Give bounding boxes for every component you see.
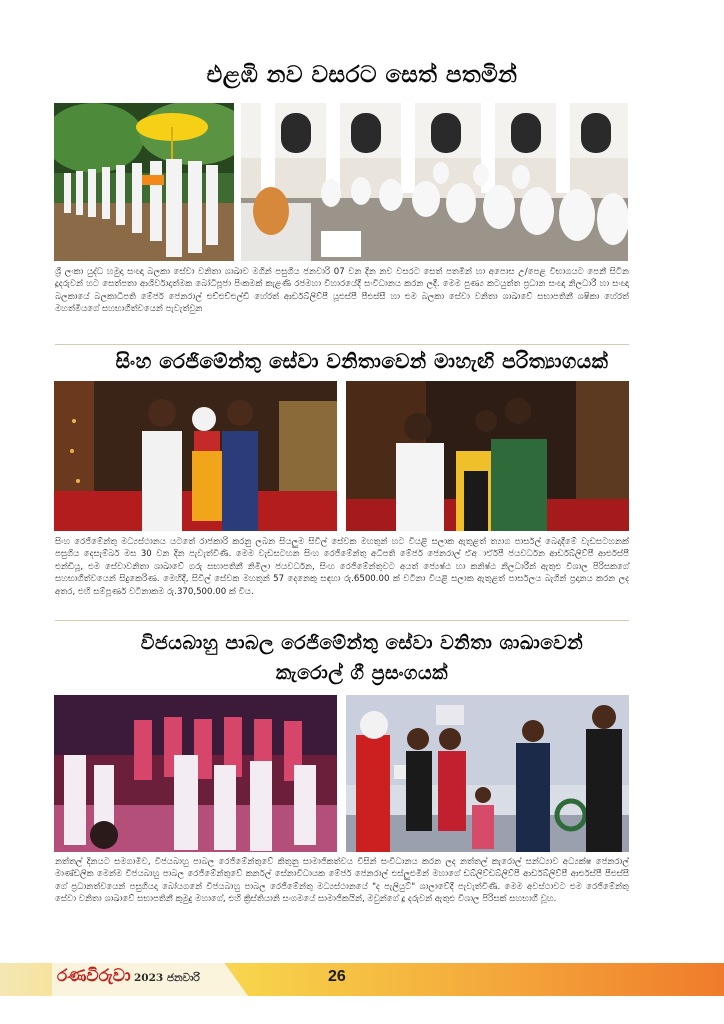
article-2-headline: සිංහ රෙජිමේන්තු සේවා වනිතාවෙන් මාහැඟි පරිත්‍යාගයක් (115, 349, 609, 373)
article-2-caption: සිංහ රෙජිමේන්තු මධ්‍යස්ථානය යටතේ රාජකාරි කරනු ලබන සියලුම සිවිල් සේවක මහතුන් හට වියළි සලාක ඇතුළත් ත්‍යාග පාර්සල් බෙදාදීමේ වැඩසටහනක් පසුගිය දෙසැම්බර් මස 30 වන දින පැවැත්විණි. මෙම වැඩසටහන සිංහ රෙජිමේන්තු අධිපති මේජර් ජෙනරාල් ඒඅාර්ඒපී ජයවර්ධන ආර්ඩබ්ලිව්පී ආර්එස්පී එන්ඩියූ, එම සේවාවනිතා ශාඛාවේ ගරු සභාපතිනී නිමිලා ජයවර්ධන, සිංහ රෙජිමේන්තුවට අයත් ජ්‍යෙෂ්ඨ හා කනිෂ්ඨ නිලධාරීන් ඇතුළු විශාල පිරිසකගේ සහභාගීත්වයෙන් සිදුකෙරිණ. මෙහිදී, සිවිල් සේවක මහතුන් 57 දෙනෙකු සඳහා රු.6500.00 ක් වටිනා වියළි සලාක ඇතුළත් පාර්සලය බැගින් ප්‍රදානය කරන ලද අතර, එහි සම්පූර්ණ වටිනාකම රු.370,500.00 ක් විය. (55, 537, 629, 597)
article-1-photo-umbrella-procession (54, 103, 234, 261)
article-3-photo-santa-award (346, 695, 629, 852)
section-divider (55, 344, 629, 345)
article-1-photo-bodhi-puja-hall (241, 103, 628, 261)
article-3-caption: නත්තල් දිනයට සමගාමීව, විජයබාහු පාබල රෙජිමේන්තුවේ කිතුනු සාමාජිකත්වය විසින් සංවිධානය කරන ලද නත්තල් කැරොල් සන්ධ්‍යාව අධ්‍යක්ෂ ජෙනරාල් මාණ්ඩලික මෙන්ම විජයබාහු පාබල රෙජිමේන්තුවේ කර්නල් සේනාවිධායක මේජර් ජෙනරාල් එස්ලුළුමින් මහාගේ ඩබ්ලිව්ඩබ්ලිව්පී ආර්ඩබ්ලිව්පී ආර්එස්පී පීඑස්සී ගේ ප්‍රධානත්වයෙන් පසුගියදා බෝයගනේ විජයබාහු පාබල රෙජිමේන්තු මධ්‍යස්ථානයේ "ද පැලියුට්" ශාලාවේදී පැවැත්විණි. මෙම අවස්ථාවට එම රෙජිමේන්තු සේවා වනිතා ශාඛාවේ සභාපතිනී කුමුදු මහාගේ, එහි ක්‍රිස්තියානි සංගමයේ සාමාජිකයින්, මවුන්ගේ දූ දරුවන් ඇතුළු විශාල පිරිසක් සහභාගී වූහ. (55, 857, 629, 905)
article-3-headline-line2: කැරොල් ගී ප්‍රසංගයක් (275, 662, 449, 684)
page-number: 26 (328, 968, 346, 985)
article-2-photo-gift-handover (54, 381, 337, 531)
magazine-brand: රණවිරුවා (57, 966, 131, 986)
article-1-headline: එළඹි නව වසරට සෙත් පතමින් (206, 62, 518, 88)
article-2-photo-parcel-presentation (346, 381, 629, 531)
article-1-caption: ශ්‍රී ලංකා යුද්ධ හමුදා සංඥා බලකා සේවා වනිතා ශාඛාව මගින් පසුගිය ජනවාරි 07 වන දින නව වසරට සෙත් පතමින් හා අපොස උ/පෙළ විභාගයට පෙනී සිටින දූදරුවන් හට සෙත්පතා ආශිර්වාදාත්මක බෝධිපූජා පිංකමක් කැළණි රජමහා විහාරයේදී සංවිධානය කරන ලදී. මෙම පුණ්‍ය කටයුත්ත ප්‍රධාන සංඥා නිලධාරී හා සංඥා බලකායේ බලකාධිපති මේජර් ජෙනරාල් එච්එච්එල්ඩී හේරත් ආර්ඩබ්ලිව්පී යූඑස්පී පීඑස්සී හා එම බලකා සේවා වනිතා ශාඛාවේ සභාපතිනී ශෂිකා හේරත් මහත්මියගේ සහභාගීත්වයෙන් පැවැත්වුන (55, 267, 629, 315)
section-divider (55, 620, 629, 621)
article-3-headline-line1: විජයබාහු පාබල රෙජිමේන්තු සේවා වනිතා ශාඛාවෙන් (140, 632, 584, 654)
article-3-photo-carol-stage (54, 695, 337, 852)
issue-date: 2023 ජනවාරි (134, 972, 200, 984)
